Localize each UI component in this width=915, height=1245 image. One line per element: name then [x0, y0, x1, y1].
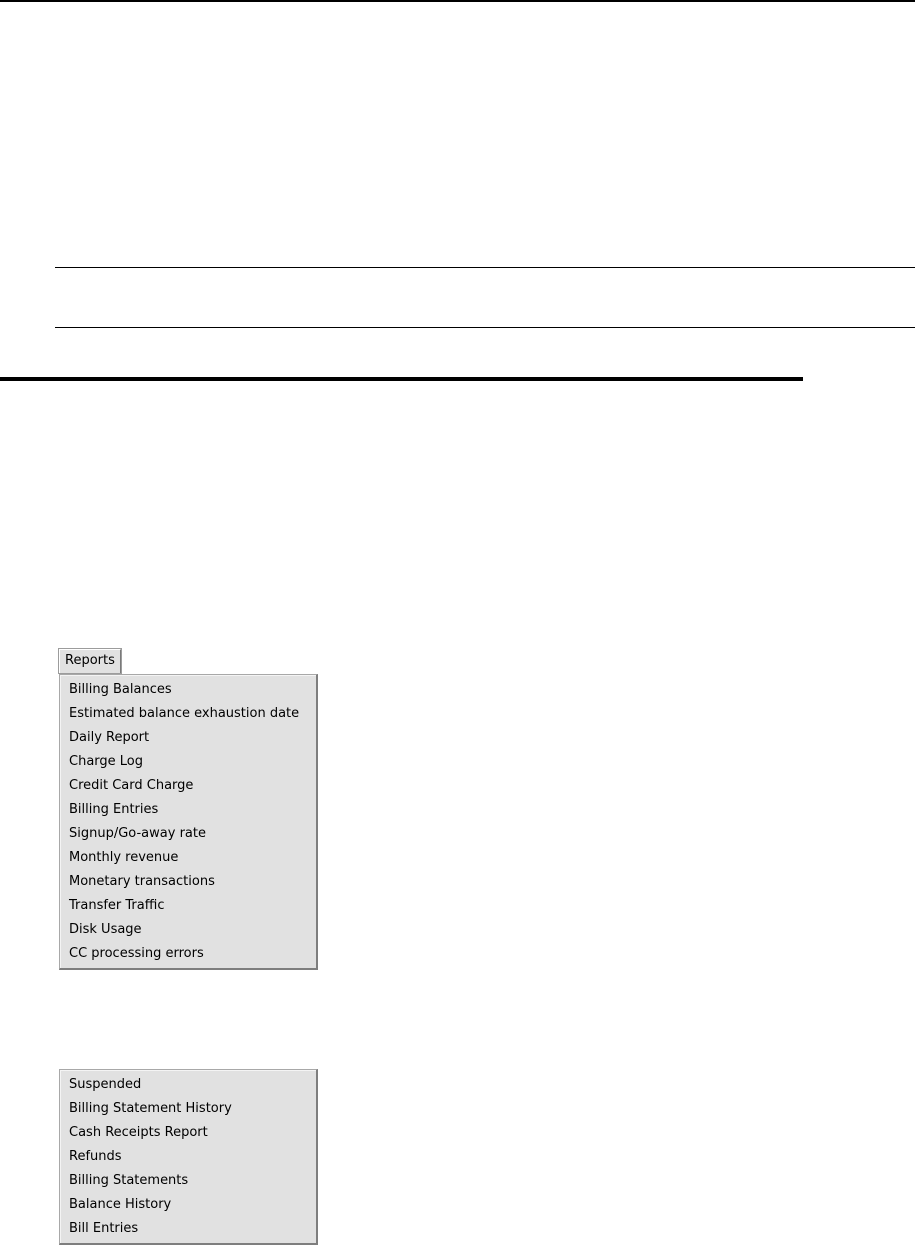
menu-item-transfer-traffic[interactable]: Transfer Traffic [69, 898, 165, 913]
divider-rule-upper [55, 267, 915, 268]
top-rule [0, 0, 915, 2]
menu-item-refunds[interactable]: Refunds [69, 1149, 122, 1164]
menu-item-billing-balances[interactable]: Billing Balances [69, 682, 172, 697]
menu-item-cc-processing-errors[interactable]: CC processing errors [69, 946, 204, 961]
menu-item-billing-statement-history[interactable]: Billing Statement History [69, 1101, 232, 1116]
section-rule [0, 377, 803, 381]
menu-item-charge-log[interactable]: Charge Log [69, 754, 144, 769]
menu-item-credit-card-charge[interactable]: Credit Card Charge [69, 778, 194, 793]
secondary-reports-menu [59, 1069, 318, 1245]
menu-item-bill-entries[interactable]: Bill Entries [69, 1221, 139, 1236]
divider-rule-lower [55, 327, 915, 328]
menu-item-billing-entries[interactable]: Billing Entries [69, 802, 159, 817]
menu-item-suspended[interactable]: Suspended [69, 1077, 142, 1092]
reports-menu [59, 674, 318, 970]
menu-item-disk-usage[interactable]: Disk Usage [69, 922, 142, 937]
menu-item-estimated-balance-exhaustion-date[interactable]: Estimated balance exhaustion date [69, 706, 300, 721]
reports-menu-tab[interactable]: Reports [59, 649, 121, 673]
menu-item-signup-go-away-rate[interactable]: Signup/Go-away rate [69, 826, 206, 841]
menu-item-cash-receipts-report[interactable]: Cash Receipts Report [69, 1125, 208, 1140]
menu-item-billing-statements[interactable]: Billing Statements [69, 1173, 189, 1188]
menu-item-monetary-transactions[interactable]: Monetary transactions [69, 874, 215, 889]
menu-item-daily-report[interactable]: Daily Report [69, 730, 150, 745]
menu-item-monthly-revenue[interactable]: Monthly revenue [69, 850, 179, 865]
menu-item-balance-history[interactable]: Balance History [69, 1197, 172, 1212]
